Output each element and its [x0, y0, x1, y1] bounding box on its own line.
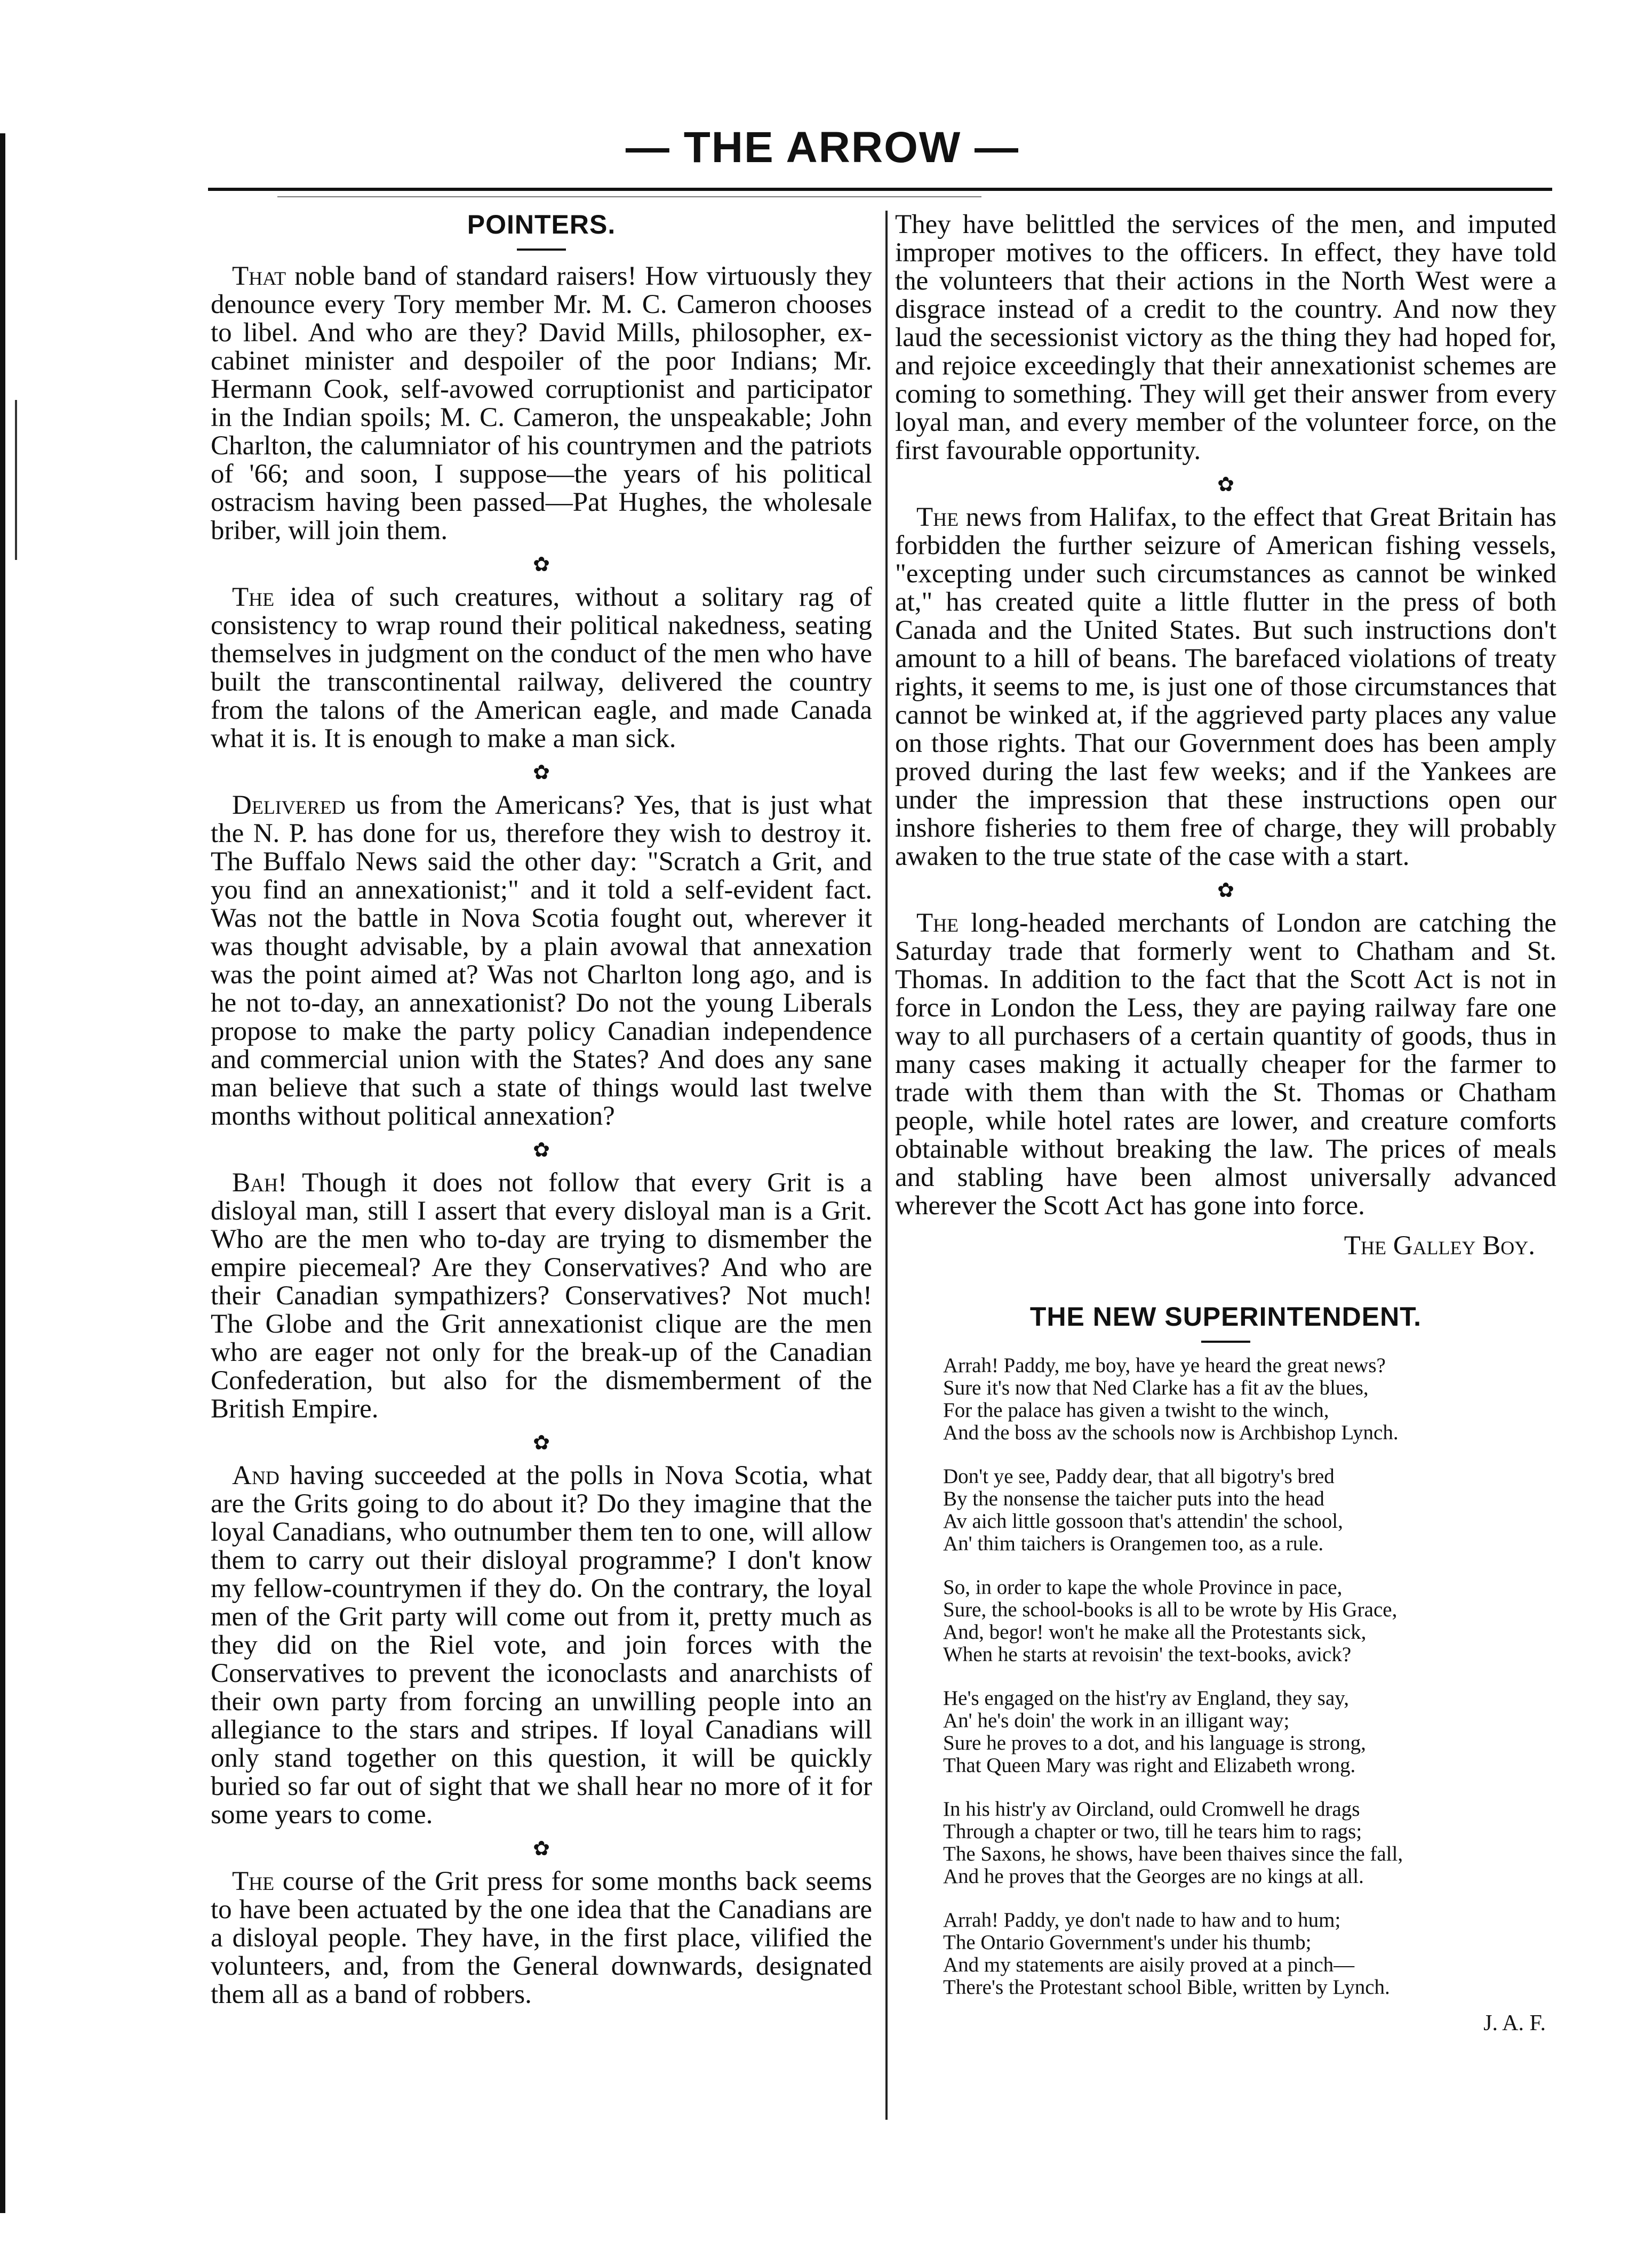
poem-line: Sure it's now that Ned Clarke has a fit av the blues,	[943, 1376, 1369, 1399]
poem-line: The Saxons, he shows, have been thaives since the fall,	[943, 1842, 1403, 1865]
paragraph-text: having succeeded at the polls in Nova Scotia, what are the Grits going to do about it? Do they imagine that the loyal Canadians, who outnumber them ten to one, will allow them to carry out their disloyal programme? I don't know my fellow-countrymen if they do. On the contrary, the loyal men of the Grit party will come out from it, pretty much as they did on the Riel vote, and join forces with the Conservatives to prevent the iconoclasts and anarchists of their own party from forcing an unwilling people into an allegiance to the stars and stripes. If loyal Canadians will only stand together on this question, it will be quickly buried so far out of sight that we shall hear no more of it for some years to come.	[211, 1461, 872, 1830]
poem-line: The Ontario Government's under his thumb;	[943, 1931, 1312, 1954]
poem-stanza	[943, 1909, 1556, 1999]
paragraph-text: They have belittled the services of the men, and imputed improper motives to the officers. In effect, they have told the volunteers that their actions in the North West were a disgrace instead of a credit to the country. And now they laud the secessionist victory as the thing they had hoped for, and rejoice exceedingly that their annexationist schemes are coming to something. They will get their answer from every loyal man, and every member of the volunteer force, on the first favourable opportunity.	[895, 210, 1556, 466]
poem-line: And the boss av the schools now is Archbishop Lynch.	[943, 1421, 1399, 1444]
heading-rule	[517, 249, 566, 251]
ornament-icon: ✿	[533, 1838, 550, 1860]
paragraph-text: course of the Grit press for some months back seems to have been actuated by the one idea that the Canadians are a disloyal people. They have, in the first place, vilified the volunteers, and, from the General downwards, designated them all as a band of robbers.	[211, 1866, 872, 2009]
paragraph	[895, 909, 1556, 1220]
poem-line: Don't ye see, Paddy dear, that all bigotry's bred	[943, 1465, 1335, 1488]
poem-line: Arrah! Paddy, me boy, have ye heard the great news?	[943, 1354, 1386, 1377]
poem-line: So, in order to kape the whole Province in pace,	[943, 1576, 1343, 1599]
paragraph-lead: The	[916, 502, 959, 532]
poem-line: Sure, the school-books is all to be wrote by His Grace,	[943, 1598, 1398, 1621]
paragraph	[895, 503, 1556, 871]
ornament-icon: ✿	[533, 762, 550, 784]
signature: The Galley Boy.	[1344, 1231, 1535, 1261]
paragraph-text: news from Halifax, to the effect that Great Britain has forbidden the further seizure of American fishing vessels, "excepting under such circumstances as cannot be winked at," has created quite a little flutter in the press of both Canada and the United States. But such instructions don't amount to a hill of beans. The barefaced violations of treaty rights, it seems to me, is just one of those circumstances that cannot be winked at, if the aggrieved party places any value on those rights. That our Government does has been amply proved during the last few weeks; and if the Yankees are under the impression that these instructions open our inshore fisheries to them free of charge, they will probably awaken to the true state of the case with a start.	[895, 502, 1556, 871]
ornament-icon: ✿	[533, 1139, 550, 1161]
paragraph	[211, 262, 872, 545]
poem-line: By the nonsense the taicher puts into the head	[943, 1487, 1324, 1510]
poem-stanza	[943, 1465, 1556, 1555]
left-column	[211, 211, 872, 2009]
page-left-edge-mark	[15, 400, 17, 560]
poem-line: For the palace has given a twisht to the winch,	[943, 1399, 1329, 1422]
poem-line: That Queen Mary was right and Elizabeth wrong.	[943, 1754, 1356, 1777]
paragraph	[211, 1462, 872, 1829]
paragraph-text: us from the Americans? Yes, that is just what the N. P. has done for us, therefore they wish to destroy it. The Buffalo News said the other day: "Scratch a Grit, and you find an annexationist;" and it told a self-evident fact. Was not the battle in Nova Scotia fought out, wherever it was thought advisable, by a plain avowal that annexation was the point aimed at? Was not Charlton long ago, and is he not to-day, an annexationist? Do not the young Liberals propose to make the party policy Canadian independence and commercial union with the States? And does any sane man believe that such a state of things would last twelve months without political annexation?	[211, 790, 872, 1131]
ornament-icon: ✿	[1217, 474, 1234, 496]
paragraph-text: idea of such creatures, without a solitary rag of consistency to wrap round their political nakedness, seating themselves in judgment on the conduct of the men who have built the transcontinental railway, delivered the country from the talons of the American eagle, and made Canada what it is. It is enough to make a man sick.	[211, 582, 872, 754]
paragraph-text: noble band of standard raisers! How virtuously they denounce every Tory member Mr. M. C. Cameron chooses to libel. And who are they? David Mills, philosopher, ex-cabinet minister and despoiler of the poor Indians; Mr. Hermann Cook, self-avowed corruptionist and participator in the Indian spoils; M. C. Cameron, the unspeakable; John Charlton, the calumniator of his countrymen and the patriots of '66; and soon, I suppose—the years of his political ostracism having been passed—Pat Hughes, the wholesale briber, will join them.	[211, 261, 872, 546]
masthead-rule-thin	[277, 196, 981, 197]
paragraph	[895, 211, 1556, 465]
poem-line: An' he's doin' the work in an illigant way;	[943, 1709, 1290, 1732]
poem-line: And he proves that the Georges are no kings at all.	[943, 1865, 1364, 1888]
poem-line: In his histr'y av Oircland, ould Cromwell he drags	[943, 1798, 1360, 1821]
paragraph-lead: And	[232, 1461, 280, 1490]
poem-line: When he starts at revoisin' the text-books, avick?	[943, 1643, 1352, 1666]
poem-stanza	[943, 1576, 1556, 1666]
paragraph-lead: Delivered	[232, 790, 346, 820]
pointers-heading: POINTERS.	[467, 210, 616, 239]
ornament-icon: ✿	[533, 554, 550, 576]
page-left-edge	[0, 133, 5, 2213]
masthead-title: — THE ARROW —	[625, 123, 1020, 172]
poem-stanza	[943, 1798, 1556, 1888]
paragraph	[211, 791, 872, 1131]
poem-line: Arrah! Paddy, ye don't nade to haw and to hum;	[943, 1909, 1341, 1932]
paragraph	[211, 1868, 872, 2009]
ornament-icon: ✿	[533, 1432, 550, 1454]
paragraph-lead: The	[232, 582, 275, 612]
poem-line: And my statements are aisily proved at a pinch—	[943, 1953, 1355, 1976]
paragraph-text: ! Though it does not follow that every Grit is a disloyal man, still I assert that every disloyal man is a Grit. Who are the men who to-day are trying to dismember the empire piecemeal? Are they Conservatives? And who are their Canadian sympathizers? Conservatives? Not much! The Globe and the Grit annexationist clique are the men who are eager not only for the break-up of the Canadian Confederation, but also for the dismemberment of the British Empire.	[211, 1168, 872, 1424]
paragraph-lead: That	[232, 261, 286, 291]
poem-author: J. A. F.	[1483, 2011, 1546, 2035]
paragraph-lead: Bah	[232, 1168, 278, 1198]
right-column	[895, 211, 1556, 2038]
poem-line: An' thim taichers is Orangemen too, as a rule.	[943, 1532, 1324, 1555]
paragraph	[211, 583, 872, 753]
masthead-rule	[208, 188, 1552, 191]
paragraph	[211, 1169, 872, 1423]
poem-title: THE NEW SUPERINTENDENT.	[1029, 1302, 1422, 1332]
poem-line: There's the Protestant school Bible, written by Lynch.	[943, 1976, 1390, 1999]
poem-line: And, begor! won't he make all the Protestants sick,	[943, 1621, 1367, 1644]
poem-line: He's engaged on the hist'ry av England, they say,	[943, 1687, 1349, 1710]
poem-stanza	[943, 1687, 1556, 1777]
poem-title-rule	[1201, 1341, 1250, 1343]
paragraph-lead: The	[232, 1866, 275, 1896]
column-divider	[885, 211, 888, 2120]
poem-stanza	[943, 1355, 1556, 1444]
paragraph-text: long-headed merchants of London are catching the Saturday trade that formerly went to Chatham and St. Thomas. In addition to the fact that the Scott Act is not in force in London the Less, they are paying railway fare one way to all purchasers of a certain quantity of goods, thus in many cases making it actually cheaper for the farmer to trade with them than with the St. Thomas or Chatham people, while hotel rates are lower, and creature comforts obtainable without breaking the law. The prices of meals and stabling have been almost universally advanced wherever the Scott Act has gone into force.	[895, 908, 1556, 1221]
paragraph-lead: The	[916, 908, 959, 938]
ornament-icon: ✿	[1217, 879, 1234, 902]
poem-line: Av aich little gossoon that's attendin' the school,	[943, 1510, 1343, 1533]
poem-line: Sure he proves to a dot, and his language is strong,	[943, 1732, 1366, 1754]
poem-line: Through a chapter or two, till he tears him to rags;	[943, 1820, 1362, 1843]
poem	[943, 1355, 1556, 1999]
